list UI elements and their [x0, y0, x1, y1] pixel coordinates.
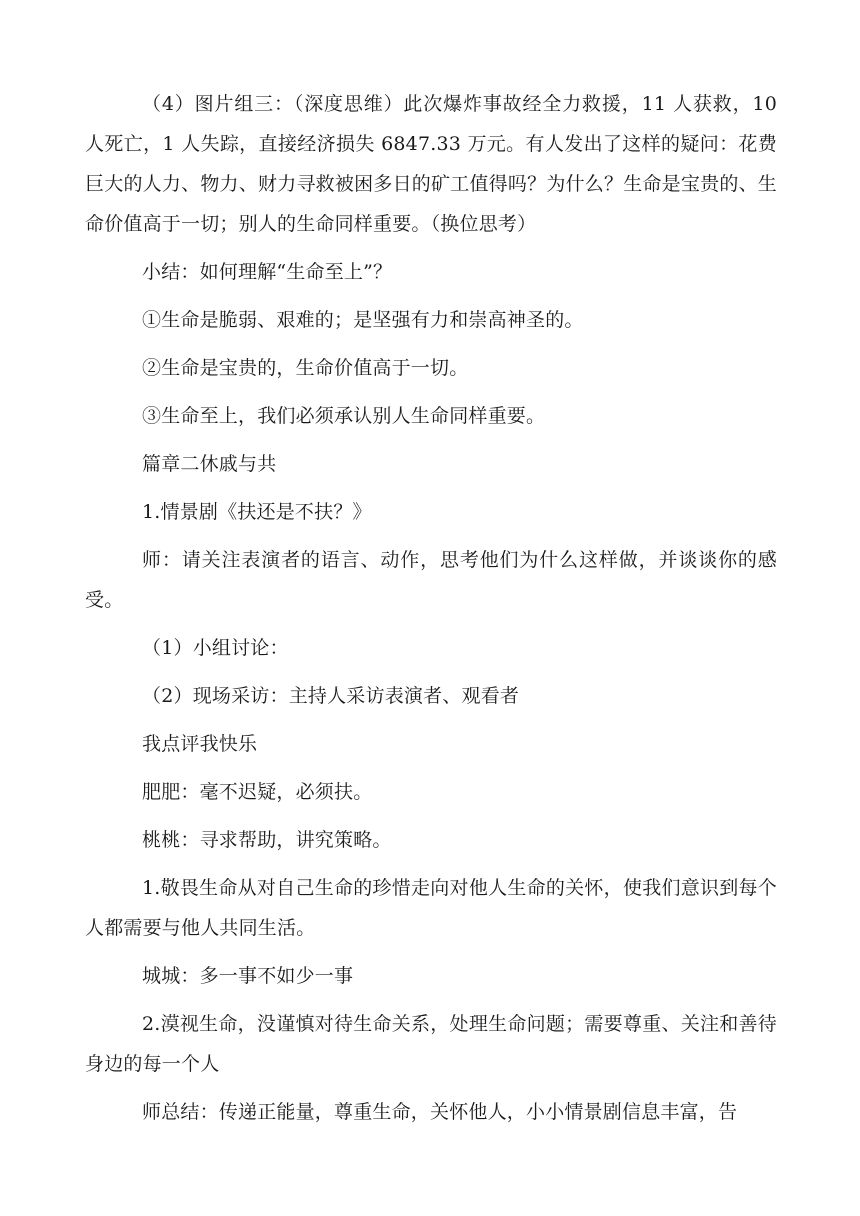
paragraph-summary-point-3: ③生命至上，我们必须承认别人生命同样重要。: [142, 405, 546, 427]
paragraph-teacher-summary: 师总结：传递正能量，尊重生命，关怀他人，小小情景剧信息丰富，告: [142, 1101, 738, 1123]
document-body: [85, 84, 777, 1140]
paragraph-summary-question: 小结：如何理解“生命至上”？: [142, 261, 393, 283]
paragraph-teacher-prompt: 师：请关注表演者的语言、动作，思考他们为什么这样做，并谈谈你的感受。: [85, 549, 777, 611]
paragraph-point-2: 2.漠视生命，没谨慎对待生命关系，处理生命问题；需要尊重、关注和善待身边的每一个人: [85, 1013, 777, 1075]
paragraph-comment-heading: 我点评我快乐: [142, 733, 258, 755]
paragraph-picture-group-three: （4）图片组三：（深度思维）此次爆炸事故经全力救援，11 人获救，10 人死亡，1 人失踪，直接经济损失 6847.33 万元。有人发出了这样的疑问：花费巨大的人力、物力、财力寻救被困多日的矿工值得吗？为什么？生命是宝贵的、生命价值高于一切；别人的生命同样重要。（换位思考）: [85, 93, 777, 235]
paragraph-feifei: 肥肥：毫不迟疑，必须扶。: [142, 781, 373, 803]
paragraph-point-1: 1.敬畏生命从对自己生命的珍惜走向对他人生命的关怀，使我们意识到每个人都需要与他人共同生活。: [85, 877, 777, 939]
paragraph-summary-point-2: ②生命是宝贵的，生命价值高于一切。: [142, 357, 469, 379]
paragraph-taotao: 桃桃：寻求帮助，讲究策略。: [142, 829, 392, 851]
paragraph-skit-title: 1.情景剧《扶还是不扶？》: [142, 501, 372, 523]
paragraph-summary-point-1: ①生命是脆弱、艰难的；是坚强有力和崇高神圣的。: [142, 309, 584, 331]
paragraph-chengcheng: 城城：多一事不如少一事: [142, 965, 354, 987]
paragraph-live-interview: （2）现场采访：主持人采访表演者、观看者: [142, 685, 520, 707]
paragraph-group-discussion: （1）小组讨论：: [142, 637, 289, 659]
section-heading-chapter-two: 篇章二休戚与共: [142, 453, 277, 475]
